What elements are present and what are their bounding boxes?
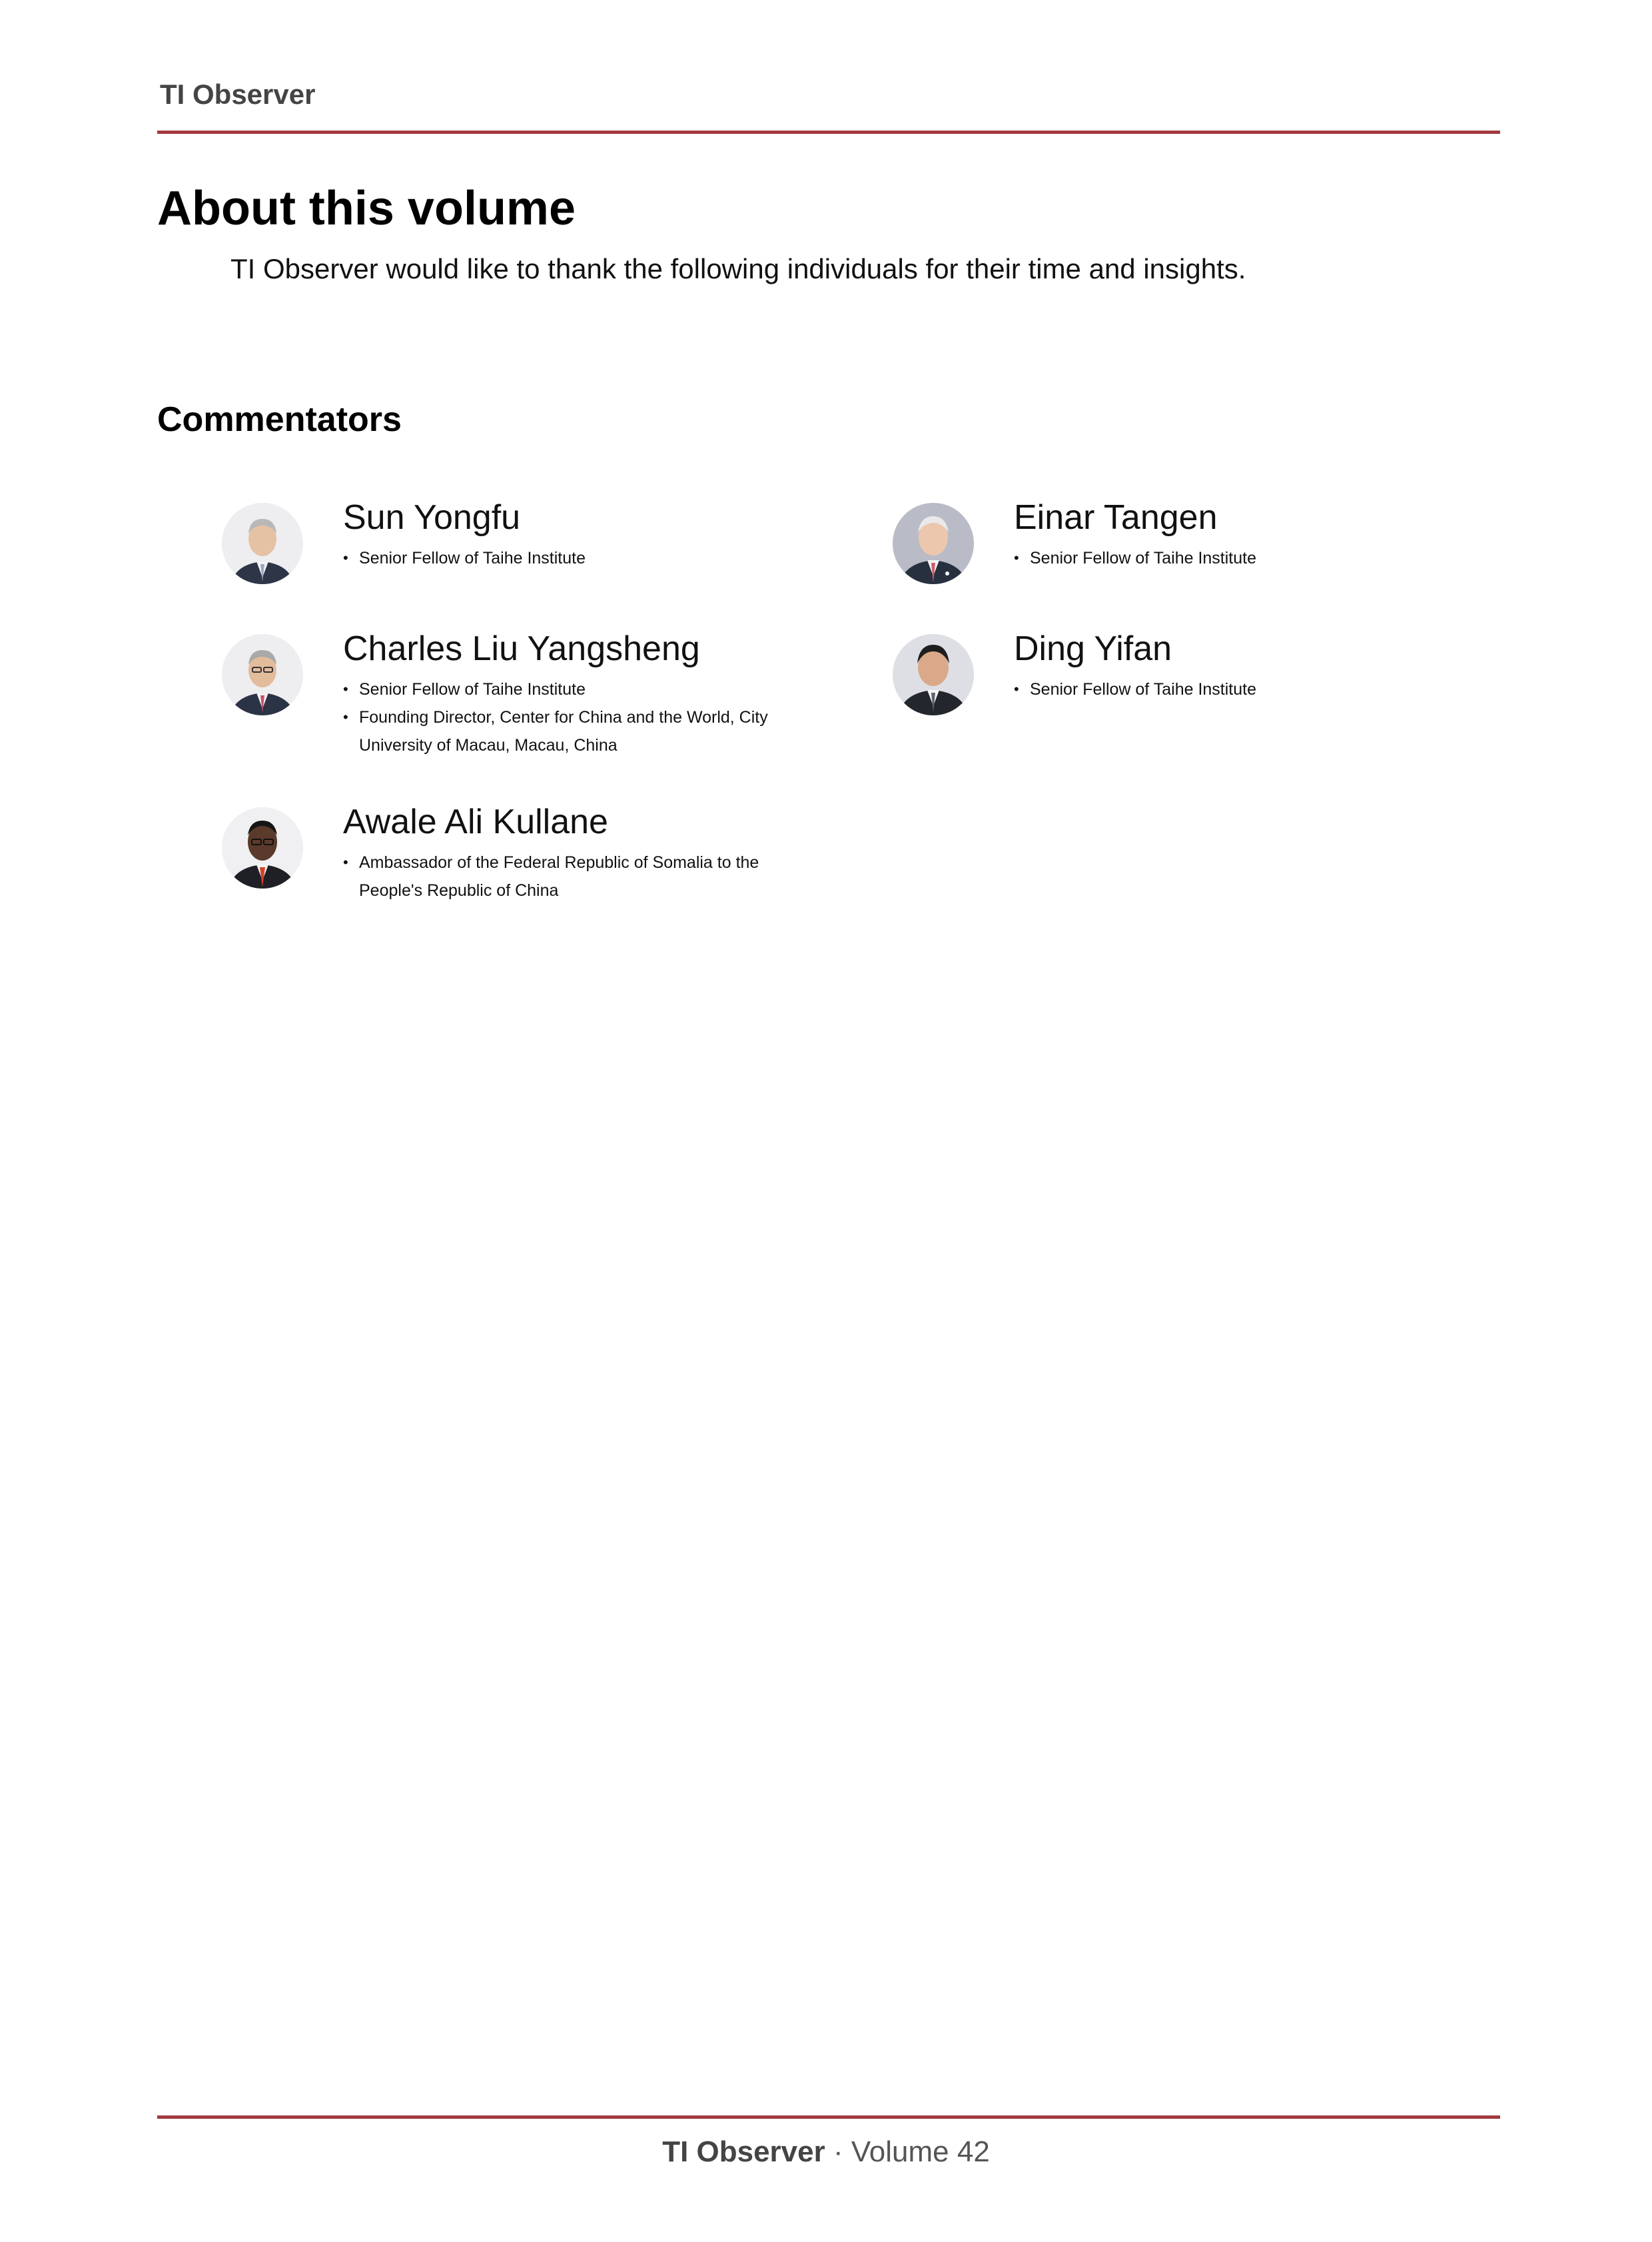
- commentator-role: • Senior Fellow of Taihe Institute: [1014, 675, 1493, 703]
- intro-text: TI Observer would like to thank the following individuals for their time and insights.: [230, 253, 1246, 284]
- commentator-name: Awale Ali Kullane: [343, 803, 608, 841]
- commentator-role: • Founding Director, Center for China and the World, City University of Macau, Macau, China: [343, 703, 823, 759]
- footer-separator: ·: [825, 2135, 851, 2168]
- commentator-role: • Senior Fellow of Taihe Institute: [343, 544, 823, 572]
- commentator-role: • Ambassador of the Federal Republic of Somalia to the People's Republic of China: [343, 849, 823, 905]
- avatar: [893, 503, 974, 584]
- section-title-commentators: Commentators: [157, 400, 402, 439]
- commentator-role: • Senior Fellow of Taihe Institute: [343, 675, 823, 703]
- footer-brand: TI Observer: [662, 2135, 825, 2168]
- commentator-name: Charles Liu Yangsheng: [343, 629, 700, 668]
- footer: [0, 2135, 1652, 2169]
- avatar: [222, 503, 303, 584]
- avatar: [222, 634, 303, 715]
- avatar: [222, 807, 303, 889]
- commentator-name: Ding Yifan: [1014, 629, 1172, 668]
- page-title: About this volume: [157, 182, 576, 235]
- commentator-name: Sun Yongfu: [343, 498, 521, 537]
- header-title: TI Observer: [160, 79, 316, 110]
- header-rule: [157, 131, 1500, 134]
- footer-volume: Volume 42: [851, 2135, 990, 2168]
- avatar: [893, 634, 974, 715]
- footer-rule: [157, 2115, 1500, 2119]
- commentator-name: Einar Tangen: [1014, 498, 1218, 537]
- commentator-role: • Senior Fellow of Taihe Institute: [1014, 544, 1493, 572]
